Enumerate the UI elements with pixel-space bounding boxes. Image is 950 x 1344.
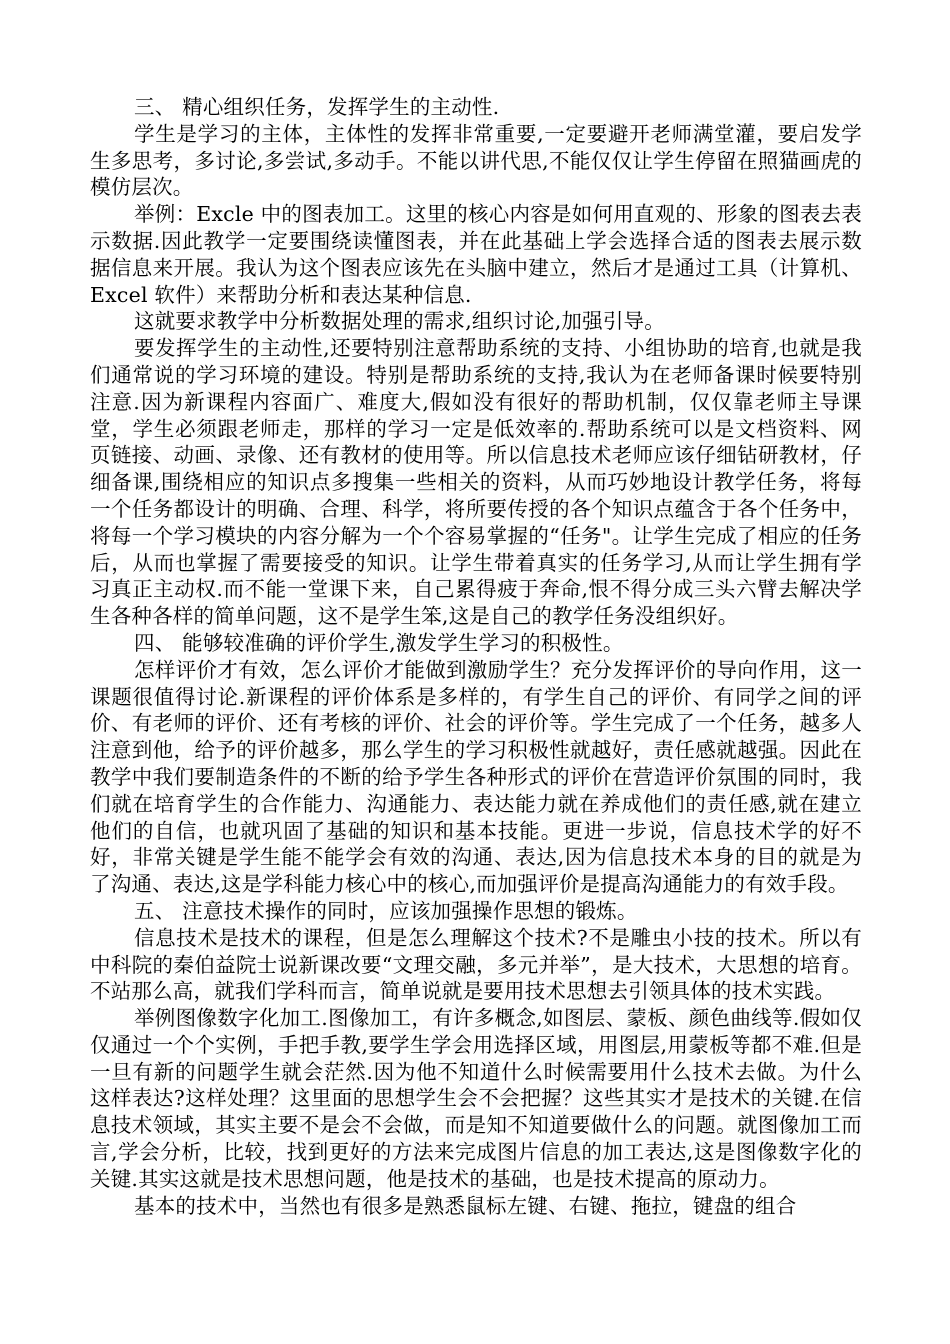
paragraph: 学生是学习的主体，主体性的发挥非常重要,一定要避开老师满堂灌，要启发学生多思考，多讨论,多尝试,多动手。不能以讲代思,不能仅仅让学生停留在照猫画虎的模仿层次。 <box>90 121 862 200</box>
section-heading-4: 四、 能够较准确的评价学生,激发学生学习的积极性。 <box>134 630 624 655</box>
paragraph: 举例图像数字化加工.图像加工，有许多概念,如图层、蒙板、颜色曲线等.假如仅仅通过一个个实例，手把手教,要学生学会用选择区域，用图层,用蒙板等都不难.但是一旦有新的问题学生就会茫然.因为他不知道什么时候需要用什么技术去做。为什么这样表达?这样处理？这里面的思想学生会不会把握？这些其实才是技术的关键.在信息技术领域，其实主要不是会不会做，而是知不知道要做什么的问题。就图像加工而言,学会分析，比较，找到更好的方法来完成图片信息的加工表达,这是图像数字化的关键.其实这就是技术思想问题，他是技术的基础，也是技术提高的原动力。 <box>90 1006 862 1191</box>
paragraph: 这就要求教学中分析数据处理的需求,组织讨论,加强引导。 <box>134 309 665 334</box>
paragraph: 信息技术是技术的课程，但是怎么理解这个技术?不是雕虫小技的技术。所以有中科院的秦伯益院士说新课改要“文理交融，多元并举”，是大技术，大思想的培育。不站那么高，就我们学科而言，简单说就是要用技术思想去引领具体的技术实践。 <box>90 925 862 1004</box>
paragraph: 基本的技术中，当然也有很多是熟悉鼠标左键、右键、拖拉，键盘的组合 <box>134 1193 797 1218</box>
paragraph: 举例：Excle 中的图表加工。这里的核心内容是如何用直观的、形象的图表去表示数据.因此教学一定要围绕读懂图表，并在此基础上学会选择合适的图表去展示数据信息来开展。我认为这个图表应该先在头脑中建立，然后才是通过工具（计算机、Excel 软件）来帮助分析和表达某种信息. <box>90 202 862 307</box>
paragraph: 要发挥学生的主动性,还要特别注意帮助系统的支持、小组协助的培育,也就是我们通常说的学习环境的建设。特别是帮助系统的支持,我认为在老师备课时候要特别注意.因为新课程内容面广、难度大,假如没有很好的帮助机制，仅仅靠老师主导课堂，学生必须跟老师走，那样的学习一定是低效率的.帮助系统可以是文档资料、网页链接、动画、录像、还有教材的使用等。所以信息技术老师应该仔细钻研教材，仔细备课,围绕相应的知识点多搜集一些相关的资料，从而巧妙地设计教学任务，将每一个任务都设计的明确、合理、科学，将所要传授的各个知识点蕴含于各个任务中，将每一个学习模块的内容分解为一个个容易掌握的“任务"。让学生完成了相应的任务后，从而也掌握了需要接受的知识。让学生带着真实的任务学习,从而让学生拥有学习真正主动权.而不能一堂课下来，自己累得疲于奔命,恨不得分成三头六臂去解决学生各种各样的简单问题，这不是学生笨,这是自己的教学任务没组织好。 <box>90 336 862 629</box>
section-heading-3: 三、 精心组织任务，发挥学生的主动性. <box>134 95 500 119</box>
paragraph: 怎样评价才有效，怎么评价才能做到激励学生？充分发挥评价的导向作用，这一课题很值得讨论.新课程的评价体系是多样的，有学生自己的评价、有同学之间的评价、有老师的评价、还有考核的评价、社会的评价等。学生完成了一个任务，越多人注意到他，给予的评价越多，那么学生的学习积极性就越好，责任感就越强。因此在教学中我们要制造条件的不断的给予学生各种形式的评价在营造评价氛围的同时，我们就在培育学生的合作能力、沟通能力、表达能力就在养成他们的责任感,就在建立他们的自信，也就巩固了基础的知识和基本技能。更进一步说，信息技术学的好不好，非常关键是学生能不能学会有效的沟通、表达,因为信息技术本身的目的就是为了沟通、表达,这是学科能力核心中的核心,而加强评价是提高沟通能力的有效手段。 <box>90 657 862 897</box>
document-body <box>90 94 862 1219</box>
section-heading-5: 五、 注意技术操作的同时，应该加强操作思想的锻炼。 <box>134 898 638 923</box>
